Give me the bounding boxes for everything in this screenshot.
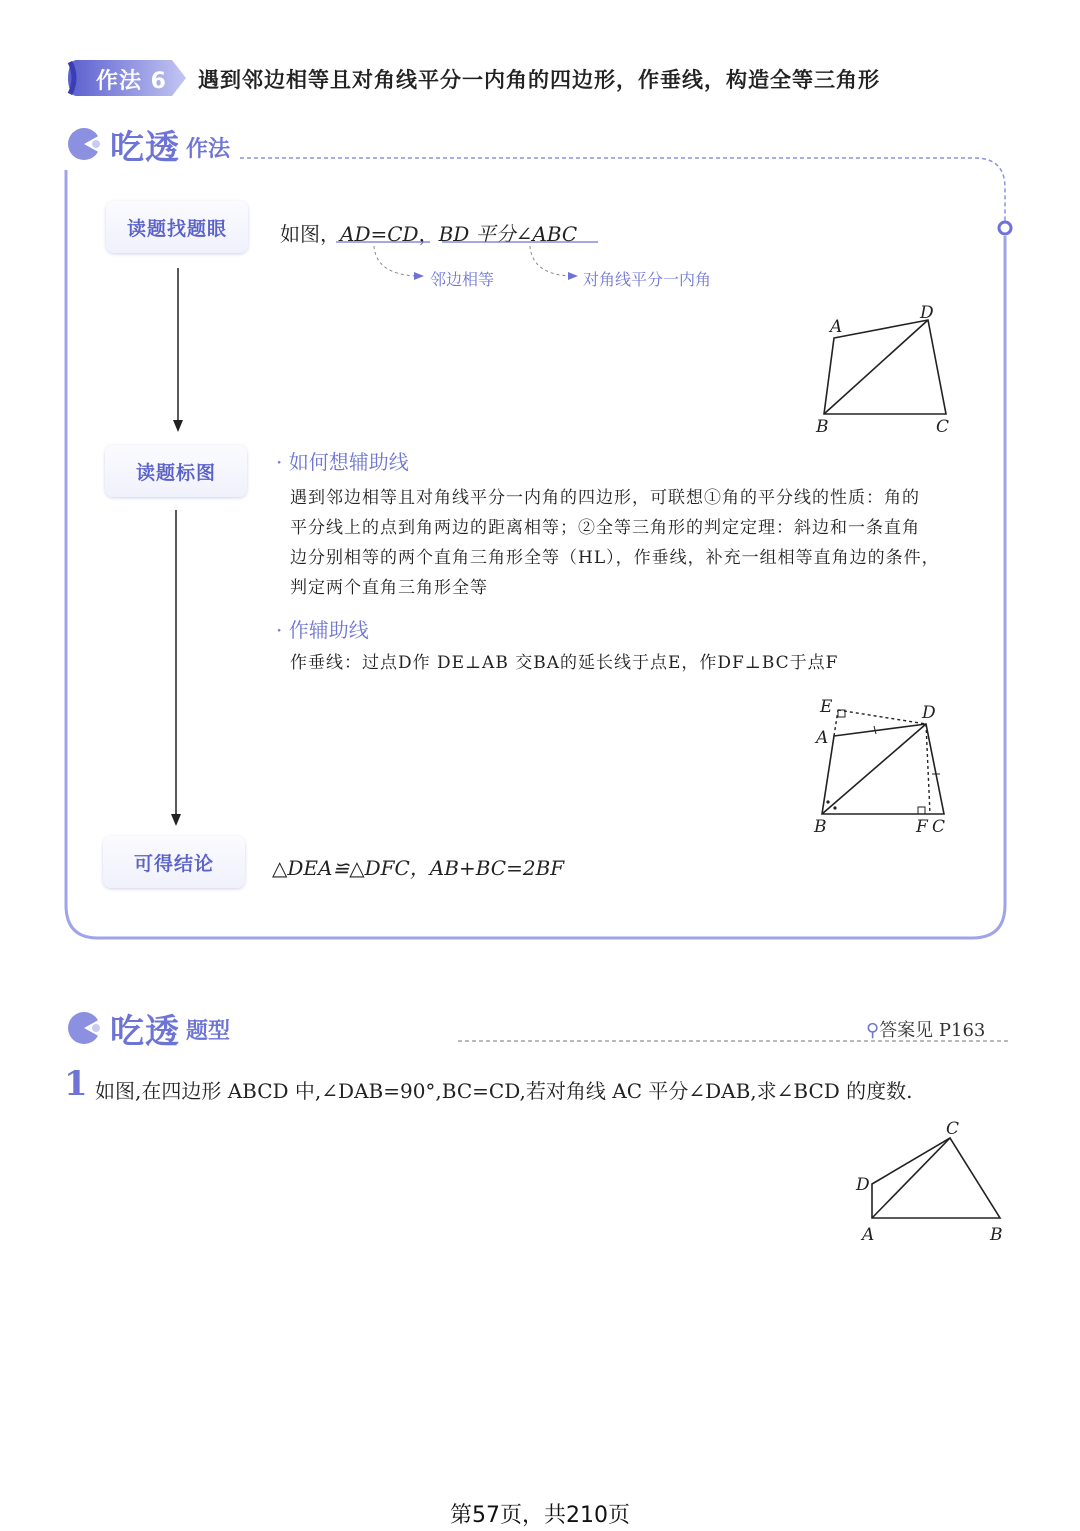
aux-think-line: 遇到邻边相等且对角线平分一内角的四边形，可联想①角的平分线的性质：角的 (290, 488, 920, 508)
given-eq2: BD 平分∠ABC (438, 222, 578, 246)
section-header-big: 吃透 (110, 1012, 180, 1052)
aux-think-body (290, 483, 1010, 603)
given-prefix: 如图， (280, 222, 340, 246)
question-text: 如图,在四边形 ABCD 中,∠DAB=90°,BC=CD,若对角线 AC 平分∠DAB,求∠BCD 的度数. (95, 1079, 913, 1103)
step-read-figure: 读题标图 (105, 445, 247, 497)
conclusion-text: △DEA≌△DFC，AB+BC=2BF (272, 856, 565, 880)
fig2-label-B: B (814, 817, 827, 837)
given-eq1: AD=CD (340, 222, 419, 246)
fig2-label-E: E (820, 697, 833, 717)
fig2-label-A: A (816, 728, 829, 748)
section-header-big: 吃透 (110, 128, 180, 168)
fig2-label-D: D (922, 703, 936, 723)
aux-think-line: 判定两个直角三角形全等 (290, 578, 488, 598)
aux-think-line: 边分别相等的两个直角三角形全等（HL），作垂线，补充一组相等直角边的条件， (290, 548, 940, 568)
fig3-label-B: B (990, 1225, 1003, 1245)
fig1-label-B: B (816, 417, 829, 437)
fig3-label-D: D (856, 1175, 870, 1195)
fig1-label-A: A (830, 317, 843, 337)
fig1-label-D: D (920, 303, 934, 323)
answer-reference: ⚲答案见 P163 (866, 1020, 986, 1041)
figure-quadrilateral-2 (808, 690, 968, 840)
page-footer: 第57页，共210页 (450, 1503, 630, 1528)
aux-make-title: · 作辅助线 (276, 618, 369, 642)
note-adjacent-equal: 邻边相等 (430, 270, 495, 289)
aux-make-body: 作垂线：过点D作 DE⊥AB 交BA的延长线于点E，作DF⊥BC于点F (290, 653, 839, 673)
section-header-small: 作法 (186, 137, 231, 162)
fig2-label-F: F (916, 817, 928, 837)
note-diagonal-bisects: 对角线平分一内角 (583, 270, 712, 289)
aux-think-title: · 如何想辅助线 (276, 450, 409, 474)
section-header-question-type (66, 1002, 466, 1052)
figure-quadrilateral-1 (812, 300, 962, 440)
fig3-label-A: A (862, 1225, 875, 1245)
fig3-label-C: C (946, 1119, 960, 1139)
fig1-label-C: C (936, 417, 950, 437)
aux-think-line: 平分线上的点到角两边的距离相等；②全等三角形的判定定理：斜边和一条直角 (290, 518, 920, 538)
fig2-label-C: C (932, 817, 946, 837)
pacman-icon (66, 1008, 106, 1048)
key-icon: ⚲ (866, 1020, 880, 1041)
step-conclusion: 可得结论 (103, 836, 245, 888)
figure-quadrilateral-3 (850, 1116, 1010, 1246)
step-read-question: 读题找题眼 (106, 201, 248, 253)
method-title: 遇到邻边相等且对角线平分一内角的四边形，作垂线，构造全等三角形 (198, 68, 880, 92)
method-tag-label: 作法 6 (96, 69, 167, 94)
section-header-small: 题型 (186, 1019, 231, 1044)
given-sep: ， (418, 222, 439, 246)
question-number: 1 (64, 1064, 88, 1104)
